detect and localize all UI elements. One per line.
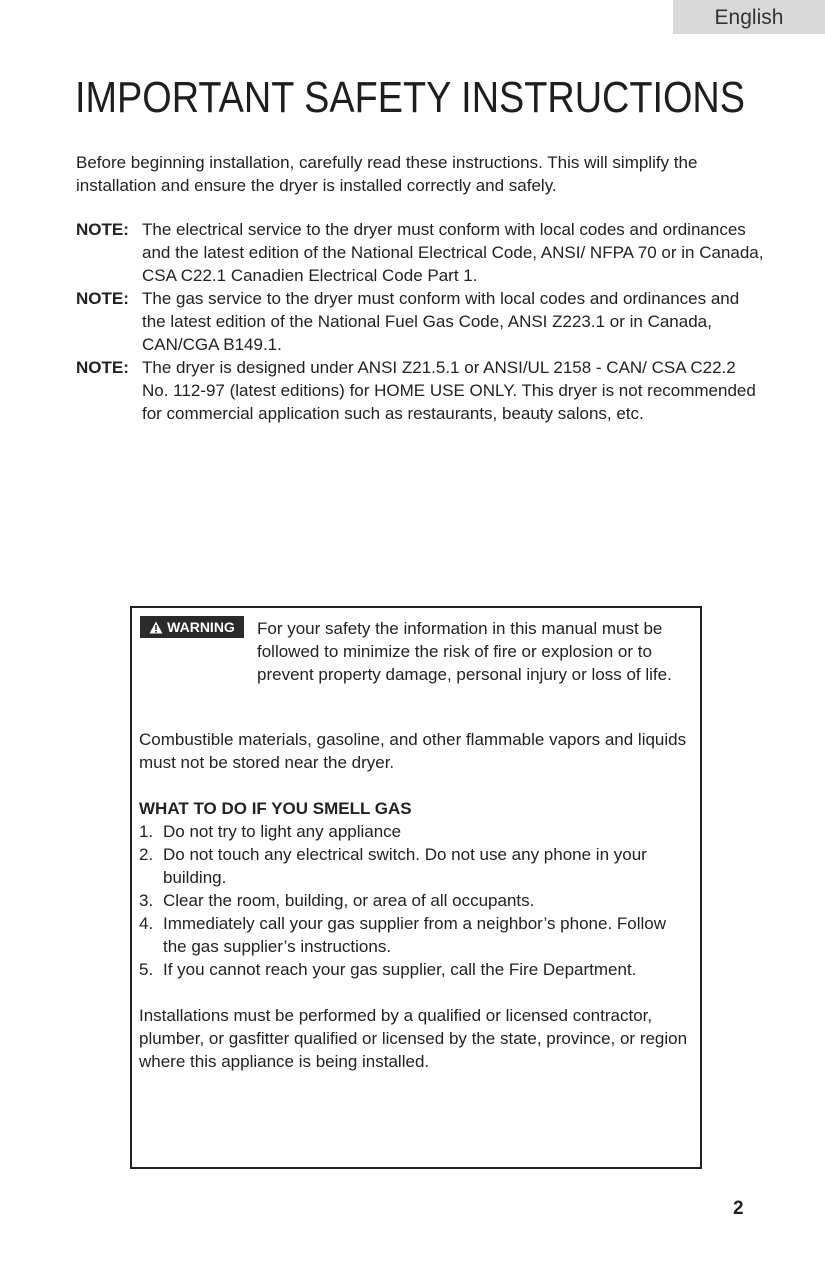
language-tab: English	[673, 0, 825, 34]
intro-paragraph: Before beginning installation, carefully read these instructions. This will simplify the installation and ensure the dryer is installed correctly and safely.	[76, 153, 698, 195]
warning-triangle-icon	[149, 621, 163, 634]
gas-heading: WHAT TO DO IF YOU SMELL GAS	[139, 799, 412, 818]
note-text: The electrical service to the dryer must conform with local codes and ordinances and the latest edition of the National Electrical Code, ANSI/ NFPA 70 or in Canada, CSA C22.1 Canadien Electrical Code Part 1.	[142, 220, 764, 285]
step-number: 4.	[139, 914, 154, 933]
combustibles-paragraph: Combustible materials, gasoline, and other flammable vapors and liquids must not be stored near the dryer.	[139, 730, 687, 772]
warning-body	[139, 728, 694, 1073]
step-text: Clear the room, building, or area of all occupants.	[163, 891, 535, 910]
note-label: NOTE:	[76, 220, 129, 239]
page-title: IMPORTANT SAFETY INSTRUCTIONS	[75, 73, 745, 122]
list-item	[139, 958, 694, 981]
step-number: 1.	[139, 822, 154, 841]
note-text: The gas service to the dryer must conform with local codes and ordinances and the latest edition of the National Fuel Gas Code, ANSI Z223.1 or in Canada, CAN/CGA B149.1.	[142, 289, 740, 354]
notes-section	[76, 218, 766, 425]
step-text: Do not try to light any appliance	[163, 822, 402, 841]
warning-badge	[140, 616, 244, 638]
note-item	[76, 287, 766, 356]
page-number: 2	[733, 1198, 744, 1219]
step-text: Do not touch any electrical switch. Do not use any phone in your building.	[163, 845, 647, 887]
step-number: 2.	[139, 845, 154, 864]
step-number: 3.	[139, 891, 154, 910]
list-item	[139, 843, 694, 889]
note-label: NOTE:	[76, 358, 129, 377]
warning-intro: For your safety the information in this manual must be followed to minimize the risk of fire or explosion or to prevent property damage, personal injury or loss of life.	[257, 619, 672, 684]
note-text: The dryer is designed under ANSI Z21.5.1 or ANSI/UL 2158 - CAN/ CSA C22.2 No. 112-97 (latest editions) for HOME USE ONLY. This dryer is not recommended for commercial application such as restaurants, beauty salons, etc.	[142, 358, 756, 423]
note-item	[76, 218, 766, 287]
gas-steps-list	[139, 820, 694, 981]
note-label: NOTE:	[76, 289, 129, 308]
list-item	[139, 889, 694, 912]
step-text: Immediately call your gas supplier from a neighbor’s phone. Follow the gas supplier’s instructions.	[163, 914, 667, 956]
note-item	[76, 356, 766, 425]
list-item	[139, 912, 694, 958]
step-text: If you cannot reach your gas supplier, call the Fire Department.	[163, 960, 637, 979]
warning-box	[130, 606, 702, 1169]
installation-paragraph: Installations must be performed by a qualified or licensed contractor, plumber, or gasfitter qualified or licensed by the state, province, or region where this appliance is being installed.	[139, 1006, 688, 1071]
step-number: 5.	[139, 960, 154, 979]
list-item	[139, 820, 694, 843]
warning-label: WARNING	[167, 619, 235, 635]
